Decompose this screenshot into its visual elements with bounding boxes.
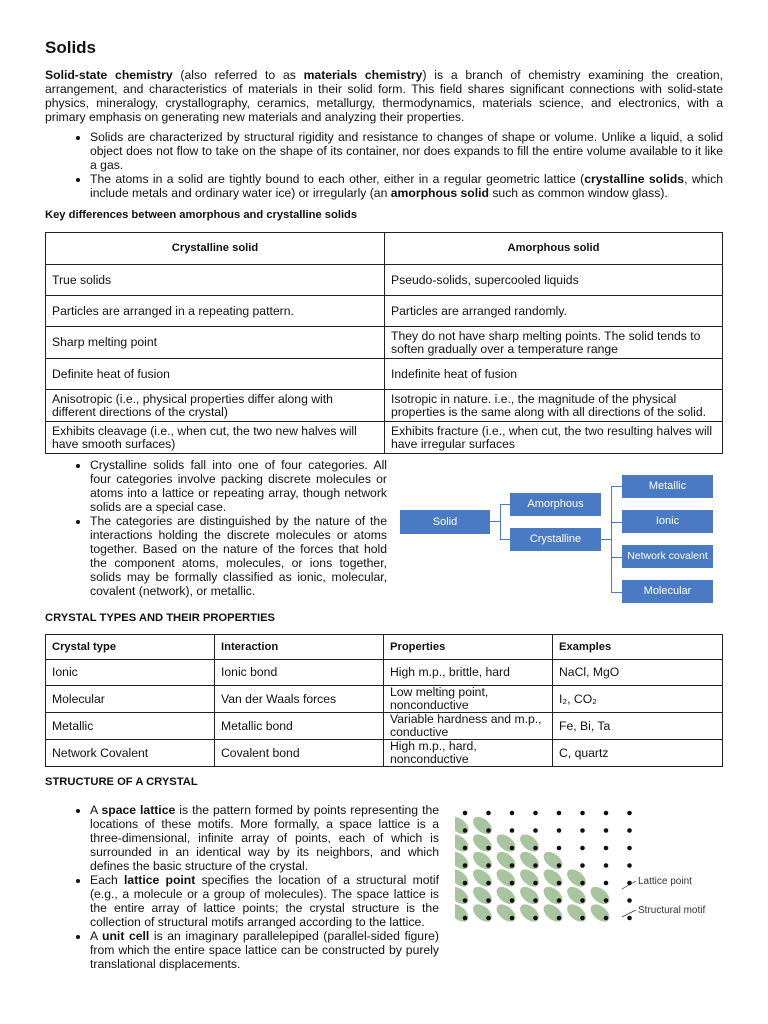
classification-flowchart (400, 476, 715, 610)
lattice-point (463, 881, 468, 886)
structural-motif (517, 883, 542, 907)
structural-motif (493, 866, 518, 890)
term-solid-state-chemistry: Solid-state chemistry (45, 68, 173, 82)
crystal-types-heading: CRYSTAL TYPES AND THEIR PROPERTIES (45, 612, 275, 624)
lattice-point (486, 811, 491, 816)
structural-motif (517, 866, 542, 890)
label-lattice-point: Lattice point (638, 876, 692, 887)
lattice-point (533, 846, 538, 851)
table-row: Sharp melting point They do not have sharp melting points. The solid tends to soften gradually over a temperature range (46, 327, 723, 359)
structural-motif (540, 848, 565, 872)
flow-node-metallic: Metallic (622, 475, 713, 498)
structural-motif (470, 901, 495, 925)
lattice-point (604, 828, 609, 833)
structural-motif (540, 866, 565, 890)
lattice-point (463, 863, 468, 868)
structural-motif (517, 901, 542, 925)
lattice-point (627, 863, 632, 868)
lattice-point (604, 863, 609, 868)
lattice-point (510, 916, 515, 921)
list-item: • Solids are characterized by structural rigidity and resistance to changes of shape or volume. Unlike a liquid, a solid object does not flow to take on the shape of its container, nor does expands to fill the entire volume available to it like a gas. (90, 130, 723, 172)
lattice-point (557, 828, 562, 833)
space-lattice-figure (455, 803, 725, 943)
lattice-point (604, 811, 609, 816)
structural-motif (587, 883, 612, 907)
flow-node-network-covalent: Network covalent (622, 545, 713, 568)
document-page (45, 38, 723, 983)
lattice-point (557, 846, 562, 851)
lattice-point (463, 811, 468, 816)
connector (611, 486, 612, 592)
connector (500, 539, 510, 540)
structural-motif (455, 813, 472, 837)
lattice-point (604, 916, 609, 921)
lattice-point (533, 863, 538, 868)
lattice-point (486, 898, 491, 903)
structural-motif (493, 901, 518, 925)
lattice-point (604, 898, 609, 903)
lattice-point (463, 828, 468, 833)
lattice-point (580, 916, 585, 921)
list-item: • The atoms in a solid are tightly bound to each other, either in a regular geometric lattice (crystalline solids, which include metals and ordinary water ice) or irregularly (an amorphous solid such as common window glass). (90, 172, 723, 200)
lattice-point (510, 863, 515, 868)
table-row: Particles are arranged in a repeating pattern. Particles are arranged randomly. (46, 296, 723, 327)
structural-motif (493, 883, 518, 907)
lattice-point (463, 916, 468, 921)
structure-section (45, 803, 723, 983)
lattice-point (486, 916, 491, 921)
lattice-point (557, 811, 562, 816)
lattice-point (486, 828, 491, 833)
structural-motif (470, 883, 495, 907)
structural-motif (455, 866, 472, 890)
lattice-point (604, 881, 609, 886)
solids-bullet-list (45, 130, 723, 200)
table-header-row: Crystal type Interaction Properties Examples (46, 635, 723, 660)
lattice-point (486, 846, 491, 851)
intro-paragraph: Solid-state chemistry (also referred to as materials chemistry) is a branch of chemistry examining the creation, arrangement, and characteristics of materials in their solid form. This field shares significant connections with solid-state physics, mineralogy, crystallography, ceramics, metallurgy, thermodynamics, materials science, and electronics, with a primary emphasis on generating new materials and analyzing their properties. (45, 68, 723, 124)
table-row: Metallic Metallic bond Variable hardness and m.p., conductive Fe, Bi, Ta (46, 713, 723, 740)
lattice-point (557, 916, 562, 921)
connector (500, 504, 510, 505)
lattice-point (486, 881, 491, 886)
structural-motif (517, 848, 542, 872)
lattice-point (510, 828, 515, 833)
lattice-point (510, 846, 515, 851)
lattice-point (510, 881, 515, 886)
lattice-point (627, 811, 632, 816)
list-item: • A unit cell is an imaginary parallelepiped (parallel-sided figure) from which the entire space lattice can be constructed by purely translational displacements. (90, 929, 439, 971)
connector (611, 486, 622, 487)
flow-node-molecular: Molecular (622, 580, 713, 603)
lattice-point (557, 863, 562, 868)
lattice-point (533, 881, 538, 886)
lattice-point (533, 811, 538, 816)
col-header-crystalline: Crystalline solid (46, 233, 385, 265)
lattice-point (627, 898, 632, 903)
lattice-point (557, 898, 562, 903)
structural-motif (455, 901, 472, 925)
categories-section (45, 458, 723, 612)
table-row: Ionic Ionic bond High m.p., brittle, hard NaCl, MgO (46, 660, 723, 686)
connector (490, 521, 500, 522)
crystal-types-table (45, 634, 723, 767)
lattice-point (580, 811, 585, 816)
flow-node-ionic: Ionic (622, 510, 713, 533)
list-item: • Crystalline solids fall into one of four categories. All four categories involve packing discrete molecules or atoms into a lattice or repeating array, though network solids are a special case. (90, 458, 387, 514)
structural-motif (493, 848, 518, 872)
structural-motif (587, 901, 612, 925)
flow-node-solid: Solid (400, 510, 490, 534)
table-row: True solids Pseudo-solids, supercooled liquids (46, 265, 723, 296)
lattice-point (486, 863, 491, 868)
list-item: • Each lattice point specifies the location of a structural motif (e.g., a molecule or a group of molecules). The space lattice is the entire array of lattice points; the crystal structure is the collection of structural motifs arranged according to the lattice. (90, 873, 439, 929)
categories-bullet-list (45, 458, 387, 598)
lattice-point (580, 898, 585, 903)
structural-motif (455, 848, 472, 872)
structural-motif (564, 866, 589, 890)
structural-motif (470, 813, 495, 837)
connector (601, 539, 611, 540)
structure-heading: STRUCTURE OF A CRYSTAL (45, 776, 198, 788)
table-row: Exhibits cleavage (i.e., when cut, the two new halves will have smooth surfaces) Exhibits fracture (i.e., when cut, the two resulting halves will have irregular surfaces (46, 422, 723, 454)
label-structural-motif: Structural motif (638, 905, 706, 916)
table-row: Definite heat of fusion Indefinite heat of fusion (46, 359, 723, 390)
structural-motif (540, 883, 565, 907)
list-item: • A space lattice is the pattern formed by points representing the locations of these motifs. More formally, a space lattice is a three-dimensional, infinite array of points, each of which is surrounded in an identical way by its neighbors, and which defines the basic structure of the crystal. (90, 803, 439, 873)
lattice-point (627, 916, 632, 921)
table-row: Network Covalent Covalent bond High m.p., hard, nonconductive C, quartz (46, 740, 723, 767)
structural-motif (470, 831, 495, 855)
structural-motif (540, 901, 565, 925)
page-title: Solids (45, 38, 97, 57)
lattice-point (580, 881, 585, 886)
connector (500, 504, 501, 539)
structural-motif (455, 883, 472, 907)
lattice-point (533, 828, 538, 833)
structural-motif (470, 866, 495, 890)
lattice-point (463, 898, 468, 903)
table-row: Molecular Van der Waals forces Low melting point, nonconductive I₂, CO₂ (46, 686, 723, 713)
lattice-point (627, 828, 632, 833)
structural-motif (493, 831, 518, 855)
structural-motif (564, 901, 589, 925)
structure-bullet-list (45, 803, 439, 971)
lattice-point (604, 846, 609, 851)
term-materials-chemistry: materials chemistry (303, 68, 423, 82)
lattice-point (533, 916, 538, 921)
lattice-point (463, 846, 468, 851)
table-row: Anisotropic (i.e., physical properties differ along with different directions of the crystal) Isotropic in nature. i.e., the magnitude of the physical properties is the same along with all directions of the solid. (46, 390, 723, 422)
structural-motif (564, 883, 589, 907)
lattice-point (557, 881, 562, 886)
table-header-row (46, 233, 723, 265)
structural-motif (455, 831, 472, 855)
lattice-point (580, 846, 585, 851)
col-header-amorphous: Amorphous solid (385, 233, 723, 265)
connector (611, 522, 622, 523)
differences-heading: Key differences between amorphous and crystalline solids (45, 209, 358, 221)
lattice-point (580, 863, 585, 868)
connector (611, 592, 622, 593)
connector (611, 557, 622, 558)
lattice-point (627, 846, 632, 851)
flow-node-crystalline: Crystalline (510, 528, 601, 551)
lattice-point (533, 898, 538, 903)
list-item: • The categories are distinguished by the nature of the interactions holding the discrete molecules or atoms together. Based on the nature of the forces that hold the component atoms, molecules, or ions together, solids may be formally classified as ionic, molecular, covalent (network), or metallic. (90, 514, 387, 598)
structural-motif (517, 831, 542, 855)
lattice-point (510, 811, 515, 816)
flow-node-amorphous: Amorphous (510, 493, 601, 516)
lattice-point (580, 828, 585, 833)
structural-motif (470, 848, 495, 872)
lattice-point (510, 898, 515, 903)
differences-table (45, 232, 723, 454)
